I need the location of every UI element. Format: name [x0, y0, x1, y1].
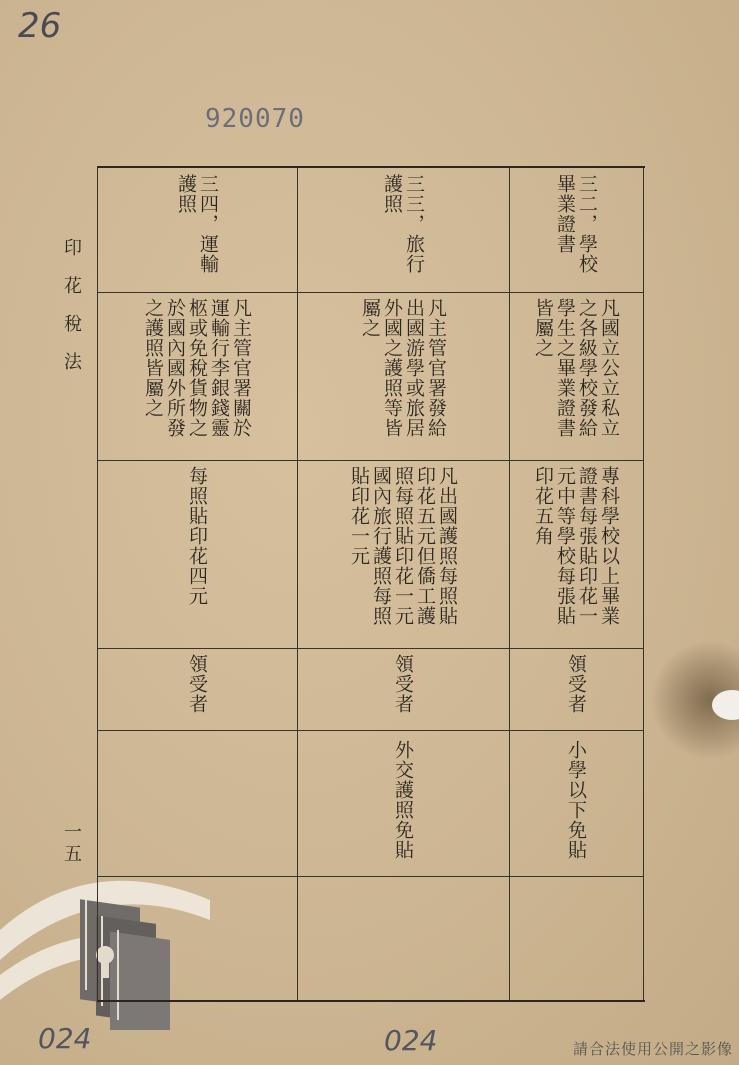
table-cell	[97, 648, 297, 730]
tax-item-label: 三二，學校畢業證書	[554, 174, 598, 274]
table-cell	[97, 292, 297, 460]
usage-watermark: 請合法使用公開之影像	[572, 1040, 733, 1058]
handwritten-folio-number: 26	[18, 6, 62, 46]
table-cell	[297, 460, 509, 648]
tax-item-label: 三四，運輸護照	[175, 174, 219, 274]
table-cell	[97, 168, 297, 292]
tax-item-label: 三三，旅行護照	[381, 174, 425, 274]
table-cell	[509, 648, 643, 730]
table-cell	[297, 648, 509, 730]
handwritten-page-mark: 024	[384, 1024, 438, 1057]
table-cell	[509, 460, 643, 648]
stamp-tax-table	[97, 166, 645, 1002]
handwritten-page-mark: 024	[38, 1022, 92, 1055]
tax-scope-text: 凡國立公立私立之各級學校發給學生之畢業證書皆屬之	[532, 298, 620, 438]
page-number: 一五	[61, 822, 82, 866]
row-divider	[97, 876, 643, 877]
table-cell	[509, 730, 643, 876]
table-border-right	[643, 168, 644, 1000]
table-cell	[97, 460, 297, 648]
taxpayer-text: 領受者	[392, 654, 414, 714]
tax-scope-text: 凡主管官署關於運輸行李銀錢靈柩或免稅貨物之於國內國外所發之護照皆屬之	[142, 298, 252, 438]
taxpayer-text: 領受者	[565, 654, 587, 714]
table-cell	[297, 730, 509, 876]
margin-title: 印花稅法	[61, 238, 82, 390]
stamped-document-number: 920070	[205, 104, 305, 134]
tax-rate-text: 每照貼印花四元	[186, 466, 208, 606]
tax-rate-text: 專科學校以上畢業證書每張貼印花一元中等學校每張貼印花五角	[532, 466, 620, 626]
table-cell	[509, 168, 643, 292]
exemption-text: 外交護照免貼	[392, 740, 414, 860]
tax-scope-text: 凡主管官署發給出國游學或旅居外國之護照等皆屬之	[359, 298, 447, 438]
table-cell	[97, 730, 297, 876]
table-cell	[297, 168, 509, 292]
taxpayer-text: 領受者	[186, 654, 208, 714]
table-cell	[509, 292, 643, 460]
table-cell	[297, 292, 509, 460]
exemption-text: 小學以下免貼	[565, 740, 587, 860]
tax-rate-text: 凡出國護照每照貼印花五元但僑工護照每照貼印花一元國內旅行護照每照貼印花一元	[348, 466, 458, 626]
